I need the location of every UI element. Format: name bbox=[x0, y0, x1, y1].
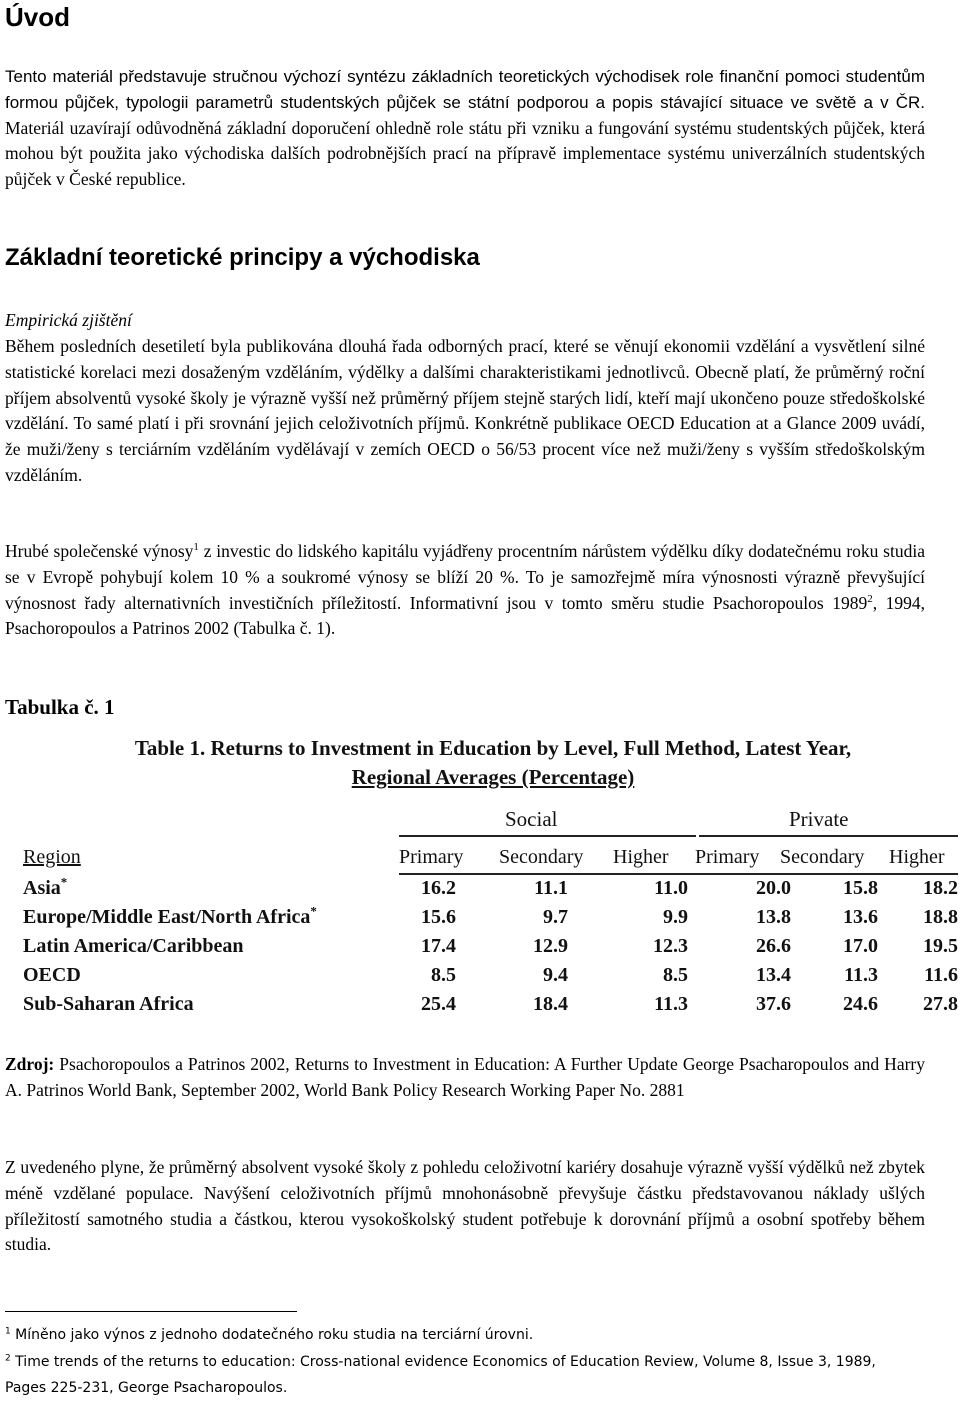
empirical-paragraph: Během posledních desetiletí byla publikována dlouhá řada odborných prací, které se věnují ekonomii vzdělání a vysvětlení silné statistické korelaci mezi dosaženým vzděláním, výdělky a dalšími charakteristikami jednotlivců. Obecně platí, že průměrný roční příjem absolventů vysoké školy je výrazně vyšší než průměrný příjem stejně starých lidí, kteří mají ukončeno pouze středoškolské vzdělání. To samé platí i při srovnání jejich celoživotních příjmů. Konkrétně publikace OECD Education at a Glance 2009 uvádí, že muži/ženy s terciárním vzděláním vydělávají v zemích OECD o 56/53 procent více než muži/ženy s vyšším středoškolským vzděláním. bbox=[5, 336, 925, 485]
intro-paragraph bbox=[5, 64, 925, 193]
col-header-social-higher: Higher bbox=[613, 846, 669, 868]
footnote-1-text: Míněno jako výnos z jednoho dodatečného roku studia na terciární úrovni. bbox=[10, 1327, 534, 1343]
table-cell: 8.5 bbox=[431, 964, 456, 986]
col-header-social-secondary: Secondary bbox=[499, 846, 584, 868]
table-cell: 12.3 bbox=[653, 935, 688, 957]
col-header-social-primary: Primary bbox=[399, 846, 464, 868]
table-cell: 17.4 bbox=[421, 935, 456, 957]
table-cell: 9.4 bbox=[543, 964, 568, 986]
table-cell: 11.0 bbox=[654, 877, 688, 899]
table-cell: 18.8 bbox=[923, 906, 958, 928]
table-cell: 19.5 bbox=[923, 935, 958, 957]
returns-paragraph bbox=[5, 539, 925, 642]
footnote-1 bbox=[5, 1322, 915, 1348]
returns-table bbox=[23, 734, 958, 1024]
group-header-social: Social bbox=[505, 807, 558, 831]
table-cell: 13.4 bbox=[756, 964, 791, 986]
table-cell: 13.6 bbox=[843, 906, 878, 928]
table-cell: 24.6 bbox=[843, 993, 878, 1015]
row-region-name bbox=[23, 935, 244, 958]
columns-underline bbox=[399, 873, 958, 875]
table-row bbox=[23, 903, 958, 935]
source-label: Zdroj: bbox=[5, 1054, 55, 1074]
footnote-2-text: Time trends of the returns to education: Cross-national evidence Economics of Education Review, Volume 8, Issue 3, 1989, Pages 225-231, George Psacharopoulos. bbox=[5, 1354, 876, 1396]
region-column-header: Region bbox=[23, 846, 81, 868]
table-cell: 16.2 bbox=[421, 877, 456, 899]
table-cell: 18.2 bbox=[923, 877, 958, 899]
social-header-rule bbox=[399, 835, 696, 837]
table-cell: 11.1 bbox=[534, 877, 568, 899]
table-title-line2: Regional Averages (Percentage) bbox=[351, 765, 635, 789]
table-cell: 17.0 bbox=[843, 935, 878, 957]
footnote-ref-1: 1 bbox=[193, 541, 199, 554]
row-region-name bbox=[23, 993, 194, 1016]
table-title bbox=[63, 734, 923, 792]
footnote-ref-2: 2 bbox=[867, 592, 873, 605]
table-title-line1: Table 1. Returns to Investment in Education by Level, Full Method, Latest Year, bbox=[134, 736, 852, 760]
footnote-2-number: 2 bbox=[5, 1353, 11, 1364]
table-label: Tabulka č. 1 bbox=[5, 695, 115, 719]
returns-text-b: z investic do lidského kapitálu vyjádřeny procentním nárůstem výdělku díky dodatečnému roku studia se v Evropě pohybují kolem 10 % a soukromé výnosy se blíží 20 %. To je samozřejmě míra výnosnosti výrazně převyšující výnosnost řady alternativních investičních příležitostí. Informativní jsou v tomto směru studie Psachoropoulos 1989 bbox=[5, 541, 925, 613]
table-row bbox=[23, 964, 958, 993]
private-header-rule bbox=[699, 835, 958, 837]
source-paragraph bbox=[5, 1052, 925, 1104]
source-text: Psachoropoulos a Patrinos 2002, Returns to Investment in Education: A Further Update George Psacharopoulos and Harry A. Patrinos World Bank, September 2002, World Bank Policy Research Working Paper No. 2881 bbox=[5, 1054, 925, 1100]
region-label: Sub-Saharan Africa bbox=[23, 993, 194, 1015]
intro-serif-text: Materiál uzavírají odůvodněná základní doporučení ohledně role státu při vzniku a fungování systému studentských půjček, která mohou být použita jako východiska dalších podrobnějších prací na přípravě implementace systému univerzálních studentských půjček v České republice. bbox=[5, 117, 925, 190]
footnote-separator bbox=[5, 1311, 297, 1312]
table-row bbox=[23, 935, 958, 964]
table-cell: 27.8 bbox=[923, 993, 958, 1015]
region-label: Asia bbox=[23, 877, 61, 899]
conclusion-paragraph: Z uvedeného plyne, že průměrný absolvent vysoké školy z pohledu celoživotní kariéry dosahuje výrazně vyšší výdělků než zbytek méně vzdělané populace. Navýšení celoživotních příjmů mnohonásobně převyšuje částku představovanou náklady ušlých příležitostí samotného studia a částkou, kterou vysokoškolský student potřebuje k dorovnání příjmů a osobní spotřeby během studia. bbox=[5, 1157, 925, 1255]
col-header-private-higher: Higher bbox=[889, 846, 945, 868]
page-title: Úvod bbox=[5, 2, 70, 32]
row-region-name bbox=[23, 964, 81, 987]
table-cell: 11.3 bbox=[844, 964, 878, 986]
returns-text-a: Hrubé společenské výnosy bbox=[5, 541, 194, 561]
table-cell: 20.0 bbox=[756, 877, 791, 899]
table-row bbox=[23, 874, 958, 906]
region-label: Latin America/Caribbean bbox=[23, 935, 244, 957]
table-cell: 18.4 bbox=[533, 993, 568, 1015]
returns-text-c: , 1994, Psachoropoulos a Patrinos 2002 (Tabulka č. 1). bbox=[5, 592, 925, 639]
table-row bbox=[23, 993, 958, 1022]
intro-sans-text: Tento materiál představuje stručnou výchozí syntézu základních teoretických východisek role finanční pomoci studentům formou půjček, typologii parametrů studentských půjček se státní podporou a popis stávající situace ve světě a v ČR. bbox=[5, 67, 925, 112]
group-header-private: Private bbox=[789, 807, 849, 831]
footnote-2 bbox=[5, 1349, 915, 1401]
table-cell: 25.4 bbox=[421, 993, 456, 1015]
table-cell: 8.5 bbox=[663, 964, 688, 986]
table-cell: 11.3 bbox=[654, 993, 688, 1015]
table-cell: 11.6 bbox=[924, 964, 958, 986]
table-cell: 9.7 bbox=[543, 906, 568, 928]
table-cell: 37.6 bbox=[756, 993, 791, 1015]
table-cell: 9.9 bbox=[663, 906, 688, 928]
region-label: OECD bbox=[23, 964, 81, 986]
row-region-name bbox=[23, 903, 317, 929]
region-label: Europe/Middle East/North Africa bbox=[23, 906, 311, 928]
region-asterisk: * bbox=[310, 903, 317, 919]
footnote-1-number: 1 bbox=[5, 1326, 11, 1337]
table-cell: 13.8 bbox=[756, 906, 791, 928]
section-heading: Základní teoretické principy a východiska bbox=[5, 244, 480, 271]
table-cell: 15.6 bbox=[421, 906, 456, 928]
region-asterisk: * bbox=[60, 874, 68, 890]
table-cell: 15.8 bbox=[843, 877, 878, 899]
col-header-private-primary: Primary bbox=[695, 846, 760, 868]
col-header-private-secondary: Secondary bbox=[780, 846, 865, 868]
subsection-heading: Empirická zjištění bbox=[5, 310, 132, 330]
table-cell: 26.6 bbox=[756, 935, 791, 957]
row-region-name bbox=[23, 874, 68, 900]
table-cell: 12.9 bbox=[533, 935, 568, 957]
